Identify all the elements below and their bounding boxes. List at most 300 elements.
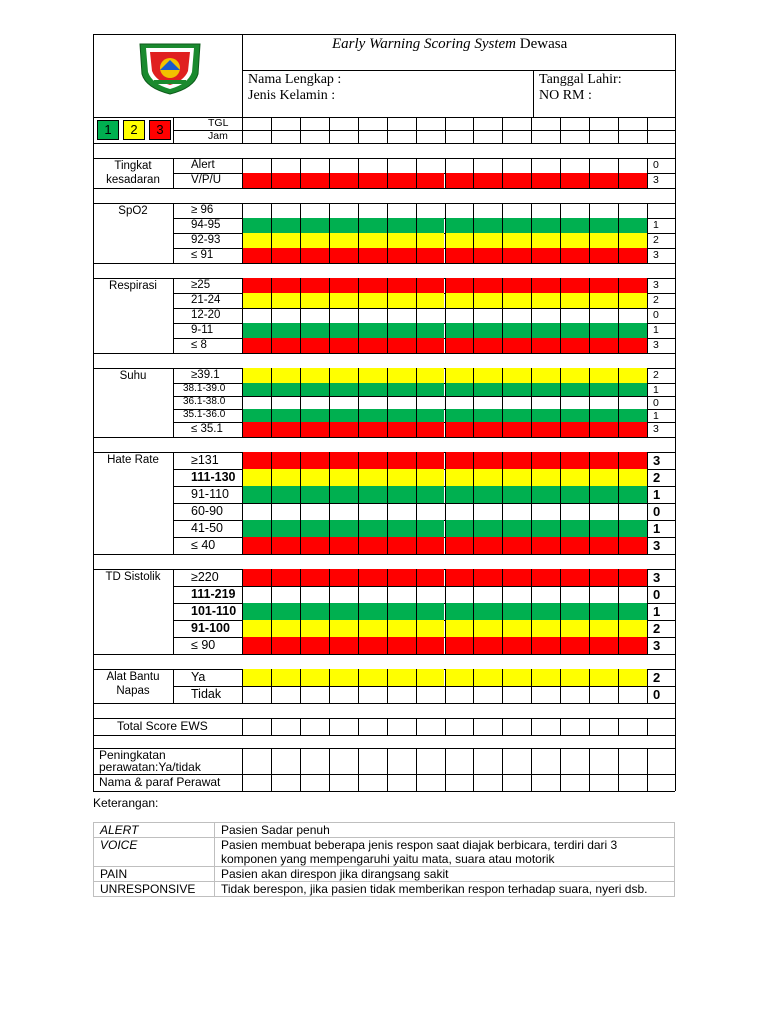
score-cell[interactable] — [618, 293, 647, 308]
score-cell[interactable] — [242, 233, 271, 248]
score-cell[interactable] — [502, 569, 531, 586]
score-cell[interactable] — [473, 218, 502, 233]
score-cell[interactable] — [300, 569, 329, 586]
score-cell[interactable] — [560, 233, 589, 248]
score-cell[interactable] — [560, 308, 589, 323]
score-cell[interactable] — [242, 569, 271, 586]
score-cell[interactable] — [531, 338, 560, 353]
score-cell[interactable] — [329, 603, 358, 620]
score-cell[interactable] — [358, 586, 387, 603]
score-cell[interactable] — [242, 503, 271, 520]
entry-cell[interactable] — [329, 718, 358, 735]
score-cell[interactable] — [242, 620, 271, 637]
score-cell[interactable] — [300, 586, 329, 603]
score-cell[interactable] — [242, 452, 271, 469]
score-cell[interactable] — [242, 586, 271, 603]
score-cell[interactable] — [329, 248, 358, 263]
score-cell[interactable] — [271, 203, 300, 218]
score-cell[interactable] — [387, 248, 416, 263]
score-cell[interactable] — [271, 383, 300, 396]
score-cell[interactable] — [416, 469, 445, 486]
score-cell[interactable] — [416, 586, 445, 603]
score-cell[interactable] — [416, 569, 445, 586]
score-cell[interactable] — [473, 537, 502, 554]
score-cell[interactable] — [531, 383, 560, 396]
score-cell[interactable] — [329, 686, 358, 703]
score-cell[interactable] — [502, 396, 531, 409]
score-cell[interactable] — [589, 278, 618, 293]
score-cell[interactable] — [473, 686, 502, 703]
score-cell[interactable] — [416, 637, 445, 654]
score-cell[interactable] — [618, 368, 647, 383]
score-cell[interactable] — [358, 422, 387, 437]
score-cell[interactable] — [473, 383, 502, 396]
entry-cell[interactable] — [445, 748, 474, 774]
score-cell[interactable] — [531, 368, 560, 383]
score-cell[interactable] — [560, 248, 589, 263]
score-cell[interactable] — [502, 620, 531, 637]
score-cell[interactable] — [560, 520, 589, 537]
entry-cell[interactable] — [473, 774, 502, 791]
score-cell[interactable] — [416, 620, 445, 637]
score-cell[interactable] — [473, 637, 502, 654]
score-cell[interactable] — [445, 686, 474, 703]
score-cell[interactable] — [300, 248, 329, 263]
entry-cell[interactable] — [271, 748, 300, 774]
score-cell[interactable] — [531, 278, 560, 293]
score-cell[interactable] — [445, 323, 474, 338]
score-cell[interactable] — [531, 669, 560, 686]
score-cell[interactable] — [271, 278, 300, 293]
score-cell[interactable] — [387, 520, 416, 537]
score-cell[interactable] — [531, 409, 560, 422]
score-cell[interactable] — [300, 293, 329, 308]
entry-cell[interactable] — [618, 774, 647, 791]
score-cell[interactable] — [329, 158, 358, 173]
score-cell[interactable] — [445, 409, 474, 422]
score-cell[interactable] — [300, 503, 329, 520]
score-cell[interactable] — [358, 203, 387, 218]
score-cell[interactable] — [242, 396, 271, 409]
score-cell[interactable] — [589, 486, 618, 503]
score-cell[interactable] — [531, 452, 560, 469]
score-cell[interactable] — [387, 486, 416, 503]
score-cell[interactable] — [531, 158, 560, 173]
score-cell[interactable] — [358, 233, 387, 248]
score-cell[interactable] — [445, 452, 474, 469]
score-cell[interactable] — [271, 569, 300, 586]
score-cell[interactable] — [329, 233, 358, 248]
score-cell[interactable] — [416, 686, 445, 703]
score-cell[interactable] — [242, 686, 271, 703]
score-cell[interactable] — [358, 569, 387, 586]
score-cell[interactable] — [358, 396, 387, 409]
score-cell[interactable] — [531, 469, 560, 486]
score-cell[interactable] — [416, 203, 445, 218]
entry-cell[interactable] — [618, 718, 647, 735]
score-cell[interactable] — [473, 173, 502, 188]
score-cell[interactable] — [473, 203, 502, 218]
score-cell[interactable] — [445, 368, 474, 383]
score-cell[interactable] — [358, 293, 387, 308]
score-cell[interactable] — [445, 383, 474, 396]
score-cell[interactable] — [531, 686, 560, 703]
score-cell[interactable] — [531, 323, 560, 338]
score-cell[interactable] — [387, 323, 416, 338]
score-cell[interactable] — [329, 293, 358, 308]
score-cell[interactable] — [473, 669, 502, 686]
score-cell[interactable] — [242, 158, 271, 173]
score-cell[interactable] — [473, 486, 502, 503]
entry-cell[interactable] — [560, 718, 589, 735]
entry-cell[interactable] — [531, 748, 560, 774]
entry-cell[interactable] — [329, 774, 358, 791]
score-cell[interactable] — [416, 173, 445, 188]
score-cell[interactable] — [589, 218, 618, 233]
score-cell[interactable] — [271, 218, 300, 233]
score-cell[interactable] — [473, 248, 502, 263]
score-cell[interactable] — [271, 308, 300, 323]
score-cell[interactable] — [329, 368, 358, 383]
score-cell[interactable] — [358, 248, 387, 263]
score-cell[interactable] — [329, 218, 358, 233]
entry-cell[interactable] — [416, 748, 445, 774]
score-cell[interactable] — [502, 503, 531, 520]
score-cell[interactable] — [560, 469, 589, 486]
score-cell[interactable] — [358, 637, 387, 654]
score-cell[interactable] — [589, 537, 618, 554]
score-cell[interactable] — [531, 203, 560, 218]
score-cell[interactable] — [271, 620, 300, 637]
score-cell[interactable] — [271, 503, 300, 520]
score-cell[interactable] — [358, 308, 387, 323]
score-cell[interactable] — [300, 422, 329, 437]
score-cell[interactable] — [618, 323, 647, 338]
score-cell[interactable] — [502, 368, 531, 383]
score-cell[interactable] — [387, 158, 416, 173]
score-cell[interactable] — [589, 383, 618, 396]
score-cell[interactable] — [618, 452, 647, 469]
score-cell[interactable] — [358, 486, 387, 503]
score-cell[interactable] — [618, 173, 647, 188]
score-cell[interactable] — [300, 173, 329, 188]
score-cell[interactable] — [531, 603, 560, 620]
score-cell[interactable] — [618, 486, 647, 503]
score-cell[interactable] — [242, 293, 271, 308]
score-cell[interactable] — [242, 203, 271, 218]
score-cell[interactable] — [502, 248, 531, 263]
entry-cell[interactable] — [271, 774, 300, 791]
score-cell[interactable] — [329, 452, 358, 469]
score-cell[interactable] — [358, 686, 387, 703]
score-cell[interactable] — [502, 158, 531, 173]
score-cell[interactable] — [618, 469, 647, 486]
score-cell[interactable] — [271, 323, 300, 338]
score-cell[interactable] — [502, 669, 531, 686]
score-cell[interactable] — [589, 338, 618, 353]
entry-cell[interactable] — [473, 748, 502, 774]
score-cell[interactable] — [473, 603, 502, 620]
score-cell[interactable] — [300, 520, 329, 537]
score-cell[interactable] — [502, 537, 531, 554]
score-cell[interactable] — [560, 503, 589, 520]
score-cell[interactable] — [560, 686, 589, 703]
score-cell[interactable] — [242, 308, 271, 323]
score-cell[interactable] — [618, 233, 647, 248]
score-cell[interactable] — [473, 368, 502, 383]
score-cell[interactable] — [589, 409, 618, 422]
score-cell[interactable] — [589, 569, 618, 586]
score-cell[interactable] — [531, 293, 560, 308]
score-cell[interactable] — [271, 603, 300, 620]
score-cell[interactable] — [618, 203, 647, 218]
score-cell[interactable] — [445, 293, 474, 308]
score-cell[interactable] — [560, 669, 589, 686]
score-cell[interactable] — [271, 469, 300, 486]
score-cell[interactable] — [416, 383, 445, 396]
score-cell[interactable] — [358, 368, 387, 383]
score-cell[interactable] — [387, 368, 416, 383]
score-cell[interactable] — [387, 686, 416, 703]
score-cell[interactable] — [329, 637, 358, 654]
score-cell[interactable] — [329, 620, 358, 637]
score-cell[interactable] — [300, 218, 329, 233]
score-cell[interactable] — [387, 637, 416, 654]
score-cell[interactable] — [387, 537, 416, 554]
score-cell[interactable] — [618, 248, 647, 263]
score-cell[interactable] — [589, 248, 618, 263]
score-cell[interactable] — [445, 422, 474, 437]
score-cell[interactable] — [300, 323, 329, 338]
entry-cell[interactable] — [502, 718, 531, 735]
score-cell[interactable] — [589, 158, 618, 173]
score-cell[interactable] — [242, 173, 271, 188]
score-cell[interactable] — [300, 338, 329, 353]
score-cell[interactable] — [589, 637, 618, 654]
score-cell[interactable] — [416, 409, 445, 422]
score-cell[interactable] — [329, 422, 358, 437]
score-cell[interactable] — [358, 173, 387, 188]
score-cell[interactable] — [618, 308, 647, 323]
score-cell[interactable] — [560, 586, 589, 603]
score-cell[interactable] — [502, 469, 531, 486]
score-cell[interactable] — [300, 158, 329, 173]
entry-cell[interactable] — [300, 718, 329, 735]
score-cell[interactable] — [416, 293, 445, 308]
score-cell[interactable] — [329, 396, 358, 409]
score-cell[interactable] — [589, 620, 618, 637]
score-cell[interactable] — [271, 396, 300, 409]
score-cell[interactable] — [445, 520, 474, 537]
score-cell[interactable] — [531, 586, 560, 603]
score-cell[interactable] — [445, 669, 474, 686]
score-cell[interactable] — [358, 620, 387, 637]
score-cell[interactable] — [358, 669, 387, 686]
score-cell[interactable] — [242, 368, 271, 383]
score-cell[interactable] — [531, 520, 560, 537]
score-cell[interactable] — [502, 278, 531, 293]
score-cell[interactable] — [531, 308, 560, 323]
score-cell[interactable] — [358, 338, 387, 353]
score-cell[interactable] — [271, 158, 300, 173]
score-cell[interactable] — [445, 308, 474, 323]
score-cell[interactable] — [502, 603, 531, 620]
score-cell[interactable] — [387, 173, 416, 188]
score-cell[interactable] — [473, 308, 502, 323]
entry-cell[interactable] — [358, 774, 387, 791]
score-cell[interactable] — [473, 452, 502, 469]
score-cell[interactable] — [445, 158, 474, 173]
score-cell[interactable] — [242, 422, 271, 437]
entry-cell[interactable] — [502, 748, 531, 774]
score-cell[interactable] — [329, 338, 358, 353]
score-cell[interactable] — [271, 669, 300, 686]
score-cell[interactable] — [387, 218, 416, 233]
score-cell[interactable] — [242, 409, 271, 422]
entry-cell[interactable] — [531, 718, 560, 735]
entry-cell[interactable] — [329, 748, 358, 774]
score-cell[interactable] — [416, 452, 445, 469]
score-cell[interactable] — [416, 503, 445, 520]
score-cell[interactable] — [387, 669, 416, 686]
entry-cell[interactable] — [387, 718, 416, 735]
entry-cell[interactable] — [589, 748, 618, 774]
entry-cell[interactable] — [242, 718, 271, 735]
score-cell[interactable] — [329, 469, 358, 486]
score-cell[interactable] — [589, 308, 618, 323]
score-cell[interactable] — [387, 338, 416, 353]
score-cell[interactable] — [531, 537, 560, 554]
score-cell[interactable] — [271, 409, 300, 422]
score-cell[interactable] — [618, 503, 647, 520]
score-cell[interactable] — [387, 469, 416, 486]
score-cell[interactable] — [502, 409, 531, 422]
entry-cell[interactable] — [502, 774, 531, 791]
score-cell[interactable] — [271, 637, 300, 654]
score-cell[interactable] — [416, 308, 445, 323]
score-cell[interactable] — [531, 620, 560, 637]
score-cell[interactable] — [271, 293, 300, 308]
score-cell[interactable] — [329, 383, 358, 396]
score-cell[interactable] — [502, 452, 531, 469]
score-cell[interactable] — [358, 323, 387, 338]
score-cell[interactable] — [560, 422, 589, 437]
score-cell[interactable] — [242, 537, 271, 554]
score-cell[interactable] — [242, 637, 271, 654]
score-cell[interactable] — [560, 323, 589, 338]
score-cell[interactable] — [329, 409, 358, 422]
score-cell[interactable] — [358, 409, 387, 422]
score-cell[interactable] — [445, 248, 474, 263]
score-cell[interactable] — [416, 278, 445, 293]
entry-cell[interactable] — [242, 774, 271, 791]
entry-cell[interactable] — [271, 718, 300, 735]
score-cell[interactable] — [618, 603, 647, 620]
score-cell[interactable] — [502, 218, 531, 233]
score-cell[interactable] — [445, 569, 474, 586]
score-cell[interactable] — [618, 569, 647, 586]
score-cell[interactable] — [300, 637, 329, 654]
score-cell[interactable] — [387, 422, 416, 437]
score-cell[interactable] — [242, 338, 271, 353]
score-cell[interactable] — [300, 603, 329, 620]
score-cell[interactable] — [502, 293, 531, 308]
score-cell[interactable] — [445, 338, 474, 353]
score-cell[interactable] — [416, 233, 445, 248]
entry-cell[interactable] — [387, 748, 416, 774]
score-cell[interactable] — [300, 469, 329, 486]
score-cell[interactable] — [358, 383, 387, 396]
score-cell[interactable] — [473, 293, 502, 308]
score-cell[interactable] — [618, 537, 647, 554]
score-cell[interactable] — [358, 158, 387, 173]
score-cell[interactable] — [358, 278, 387, 293]
score-cell[interactable] — [329, 669, 358, 686]
score-cell[interactable] — [329, 278, 358, 293]
score-cell[interactable] — [242, 218, 271, 233]
entry-cell[interactable] — [416, 718, 445, 735]
score-cell[interactable] — [271, 173, 300, 188]
score-cell[interactable] — [618, 278, 647, 293]
score-cell[interactable] — [560, 173, 589, 188]
score-cell[interactable] — [589, 233, 618, 248]
entry-cell[interactable] — [358, 748, 387, 774]
score-cell[interactable] — [445, 469, 474, 486]
score-cell[interactable] — [387, 620, 416, 637]
entry-cell[interactable] — [387, 774, 416, 791]
score-cell[interactable] — [300, 203, 329, 218]
score-cell[interactable] — [300, 396, 329, 409]
score-cell[interactable] — [589, 323, 618, 338]
score-cell[interactable] — [589, 293, 618, 308]
score-cell[interactable] — [531, 218, 560, 233]
score-cell[interactable] — [589, 586, 618, 603]
score-cell[interactable] — [416, 486, 445, 503]
score-cell[interactable] — [531, 173, 560, 188]
entry-cell[interactable] — [560, 774, 589, 791]
entry-cell[interactable] — [358, 718, 387, 735]
score-cell[interactable] — [445, 173, 474, 188]
score-cell[interactable] — [445, 218, 474, 233]
score-cell[interactable] — [560, 278, 589, 293]
score-cell[interactable] — [329, 537, 358, 554]
score-cell[interactable] — [560, 293, 589, 308]
score-cell[interactable] — [531, 396, 560, 409]
score-cell[interactable] — [445, 396, 474, 409]
score-cell[interactable] — [416, 422, 445, 437]
entry-cell[interactable] — [531, 774, 560, 791]
score-cell[interactable] — [618, 422, 647, 437]
score-cell[interactable] — [560, 637, 589, 654]
score-cell[interactable] — [416, 323, 445, 338]
score-cell[interactable] — [502, 383, 531, 396]
score-cell[interactable] — [618, 637, 647, 654]
score-cell[interactable] — [242, 383, 271, 396]
score-cell[interactable] — [502, 173, 531, 188]
score-cell[interactable] — [242, 323, 271, 338]
score-cell[interactable] — [416, 368, 445, 383]
score-cell[interactable] — [358, 603, 387, 620]
score-cell[interactable] — [589, 396, 618, 409]
score-cell[interactable] — [502, 233, 531, 248]
score-cell[interactable] — [618, 383, 647, 396]
score-cell[interactable] — [242, 486, 271, 503]
score-cell[interactable] — [473, 422, 502, 437]
score-cell[interactable] — [473, 323, 502, 338]
score-cell[interactable] — [589, 669, 618, 686]
score-cell[interactable] — [242, 248, 271, 263]
score-cell[interactable] — [416, 669, 445, 686]
